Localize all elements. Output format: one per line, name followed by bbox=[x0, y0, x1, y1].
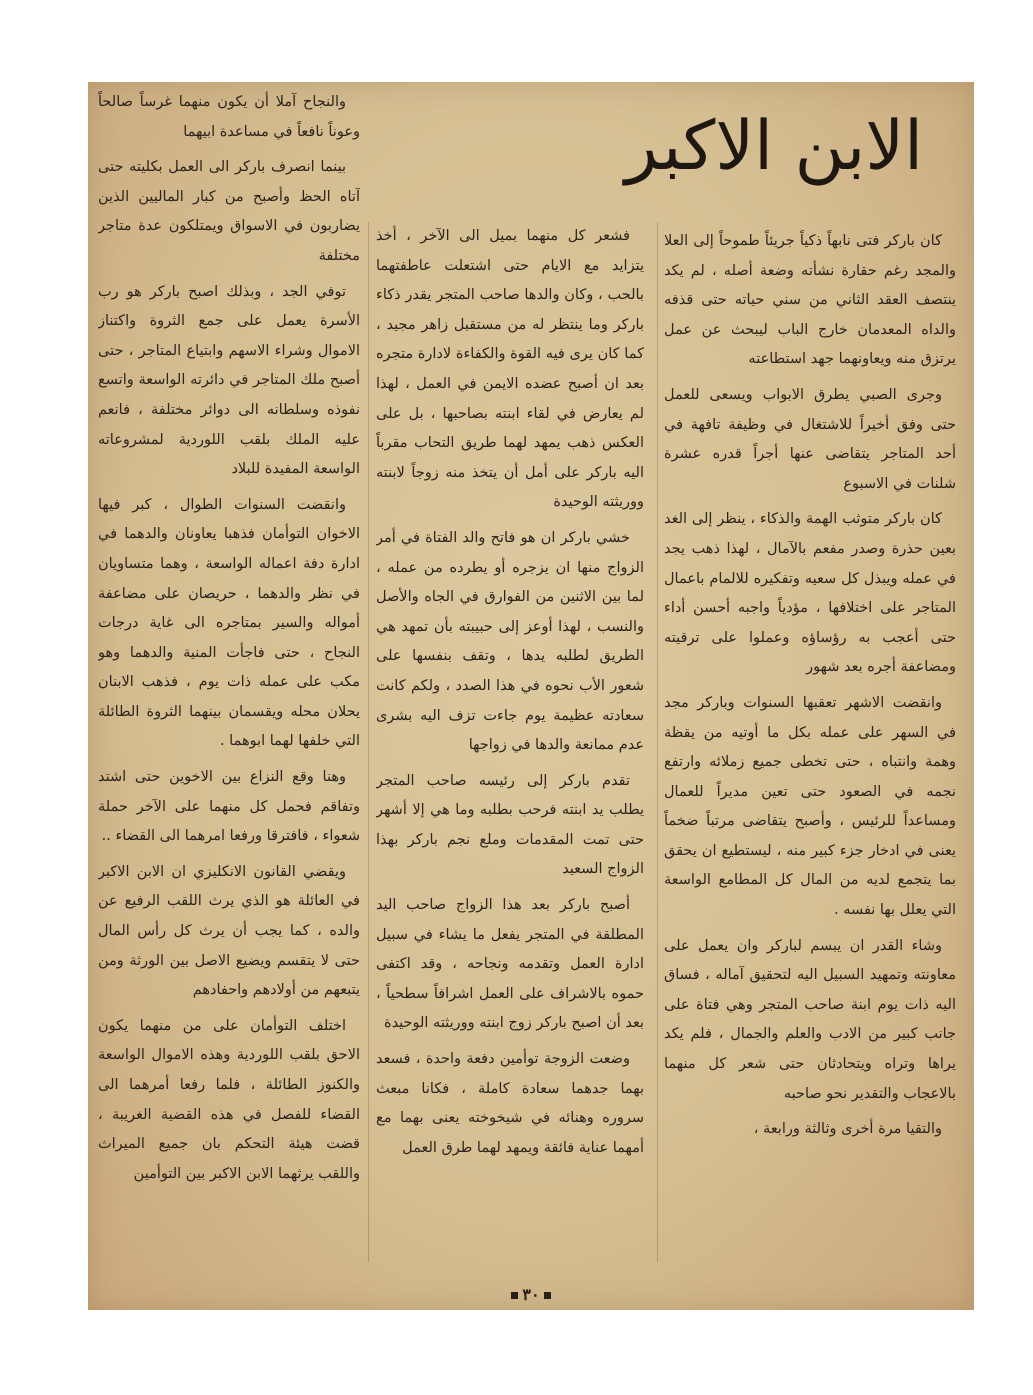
paragraph: وانقضت الاشهر تعقبها السنوات وباركر مجد في السهر على عمله بكل ما أوتيه من يقظة وهمة وانتباه ، حتى تخطى جميع زملائه وارتفع نجمه في الصعود حتى تعين مديراً للعمال ومساعداً للرئيس ، وأصبح يتقاضى مرتباً ضخماً يعنى في ادخار جزء كبير منه ، ليستطيع ان يحقق بما يتجمع لديه من المال كل المطامع الواسعة التي يعلل بها نفسه . bbox=[664, 694, 956, 919]
paragraph: والنجاح آملا أن يكون منهما غرساً صالحاً وعوناً نافعاً في مساعدة ابيهما bbox=[98, 94, 360, 140]
bullet-icon bbox=[544, 1292, 551, 1299]
page-number-text: ٣٠ bbox=[522, 1285, 540, 1304]
column-right bbox=[664, 227, 956, 1267]
article-title: الابن الاكبر bbox=[624, 107, 924, 186]
paragraph: وجرى الصبي يطرق الابواب ويسعى للعمل حتى وفق أخيراً للاشتغال في وظيفة تافهة في أحد المتاجر يتقاضى عنها أجراً قدره عشرة شلنات في الاسبوع bbox=[664, 386, 956, 492]
column-left bbox=[98, 88, 360, 1268]
paragraph: ويقضي القانون الانكليزي ان الابن الاكبر في العائلة هو الذي يرث اللقب الرفيع عن والده ، كما يجب أن يرث كل رأس المال حتى لا يتقسم ويضيع الاصل بين الورثة ومن يتبعهم من أولادهم واحفادهم bbox=[98, 863, 360, 999]
paragraph: وهنا وقع النزاع بين الاخوين حتى اشتد وتفاقم فحمل كل منهما على الآخر حملة شعواء ، فافترقا ورفعا امرهما الى القضاء .. bbox=[98, 769, 360, 845]
paragraph: وضعت الزوجة توأمين دفعة واحدة ، فسعد بهما جدهما سعادة كاملة ، فكانا مبعث سروره وهنائه في شيخوخته يعنى بهما مع أمهما عناية فائقة ويمهد لهما طرق العمل bbox=[376, 1051, 644, 1156]
paragraph: كان باركر متوثب الهمة والذكاء ، ينظر إلى الغد بعين حذرة وصدر مفعم بالآمال ، لهذا ذهب يجد في عمله ويبذل كل سعيه وتفكيره للالمام باعمال المتاجر على اختلافها ، مؤدياً واجبه أحسن أداء حتى أعجب به رؤساؤه وعملوا على ترقيته ومضاعفة أجره بعد شهور bbox=[664, 511, 956, 676]
column-divider bbox=[368, 222, 369, 1262]
paragraph: بينما انصرف باركر الى العمل بكليته حتى آتاه الحظ وأصبح من كبار الماليين الذين يضاربون في الاسواق ويمتلكون عدة متاجر مختلفة bbox=[98, 159, 360, 264]
paragraph: اختلف التوأمان على من منهما يكون الاحق بلقب اللوردية وهذه الاموال الواسعة والكنوز الطائلة ، فلما رفعا أمرهما الى القضاء للفصل في هذه القضية الغريبة ، قضت هيئة التحكم بان جميع الميراث واللقب يرثهما الابن الاكبر بين التوأمين bbox=[98, 1017, 360, 1182]
paragraph: وشاء القدر ان يبسم لباركر وان يعمل على معاونته وتمهيد السبيل اليه لتحقيق آماله ، فساق اليه ذات يوم ابنة صاحب المتجر وهي فتاة على جانب كبير من الادب والعلم والجمال ، فلم يكد يراها وتراه ويتحادثان حتى شعر كل منهما بالاعجاب والتقدير نحو صاحبه bbox=[664, 937, 956, 1102]
paragraph: تقدم باركر إلى رئيسه صاحب المتجر يطلب يد ابنته فرحب بطلبه وما هي إلا أشهر حتى تمت المقدمات وملع نجم باركر بهذا الزواج السعيد bbox=[376, 772, 644, 878]
page-number bbox=[88, 1285, 974, 1304]
paragraph: توفي الجد ، وبذلك اصبح باركر هو رب الأسرة يعمل على جمع الثروة واكتناز الاموال وشراء الاسهم وابتياع المتاجر ، حتى أصبح ملك المتاجر في دائرته الواسعة واتسع نفوذه وسلطانه الى دوائر مختلفة ، فانعم عليه الملك بلقب اللوردية لمشروعاته الواسعة المفيدة للبلاد bbox=[98, 283, 360, 478]
paragraph: فشعر كل منهما بميل الى الآخر ، أخذ يتزايد مع الايام حتى اشتعلت عاطفتهما بالحب ، وكان والدها صاحب المتجر يقدر ذكاء باركر وما ينتظر له من مستقبل زاهر مجيد ، كما كان يرى فيه القوة والكفاءة لادارة متجره بعد ان أصبح عضده الايمن في العمل ، لهذا لم يعارض في لقاء ابنته بصاحبها ، بل على العكس ذهب يمهد لهما طريق التحاب مقرباً اليه باركر على أمل أن يتخذ منه زوجاً لابنته ووريثته الوحيدة bbox=[376, 228, 644, 511]
magazine-page bbox=[88, 82, 974, 1310]
column-divider bbox=[657, 222, 658, 1262]
column-middle bbox=[376, 222, 644, 1267]
paragraph: خشي باركر ان هو فاتح والد الفتاة في أمر الزواج منها ان يزجره أو يطرده من عمله ، لما بين الاثنين من الفوارق في الجاه والأصل والنسب ، لهذا أوعز إلى حبيبته بأن تمهد هي الطريق لطلبه يدها ، وتقف بنفسها على شعور الأب نحوه في هذا الصدد ، ولكم كانت سعادته عظيمة يوم جاءت تزف اليه بشرى عدم ممانعة والدها في زواجها bbox=[376, 529, 644, 754]
paragraph: والتقيا مرة أخرى وثالثة ورابعة ، bbox=[753, 1121, 942, 1138]
paragraph: وانقضت السنوات الطوال ، كبر فيها الاخوان التوأمان فذهبا يعاونان والدهما في ادارة دفة اعماله الواسعة ، وهما متساويان في نظر والدهما ، حريصان على مضاعفة أمواله والسير بمتاجره الى غاية درجات النجاح ، حتى فاجأت المنية والدهما وهو مكب على عمله ذات يوم ، فذهب الابنان يحلان محله ويقسمان بينهما الثروة الطائلة التي خلفها لهما ابوهما . bbox=[98, 496, 360, 750]
paragraph: أصبح باركر بعد هذا الزواج صاحب اليد المطلقة في المتجر يفعل ما يشاء في سبيل ادارة العمل وتقدمه ونجاحه ، وقد اكتفى حموه بالاشراف على العمل اشرافاً سطحياً ، بعد أن اصبح باركر زوج ابنته ووريثته الوحيدة bbox=[376, 897, 644, 1032]
bullet-icon bbox=[511, 1292, 518, 1299]
paragraph: كان باركر فتى نابهاً ذكياً جريئاً طموحاً إلى العلا والمجد رغم حقارة نشأته وضعة أصله ، لم يكد ينتصف العقد الثاني من سني حياته حتى قذفه والداه المعدمان خارج الباب ليبحث عن عمل يرتزق منه ويعاونهما جهد استطاعته bbox=[664, 233, 956, 368]
